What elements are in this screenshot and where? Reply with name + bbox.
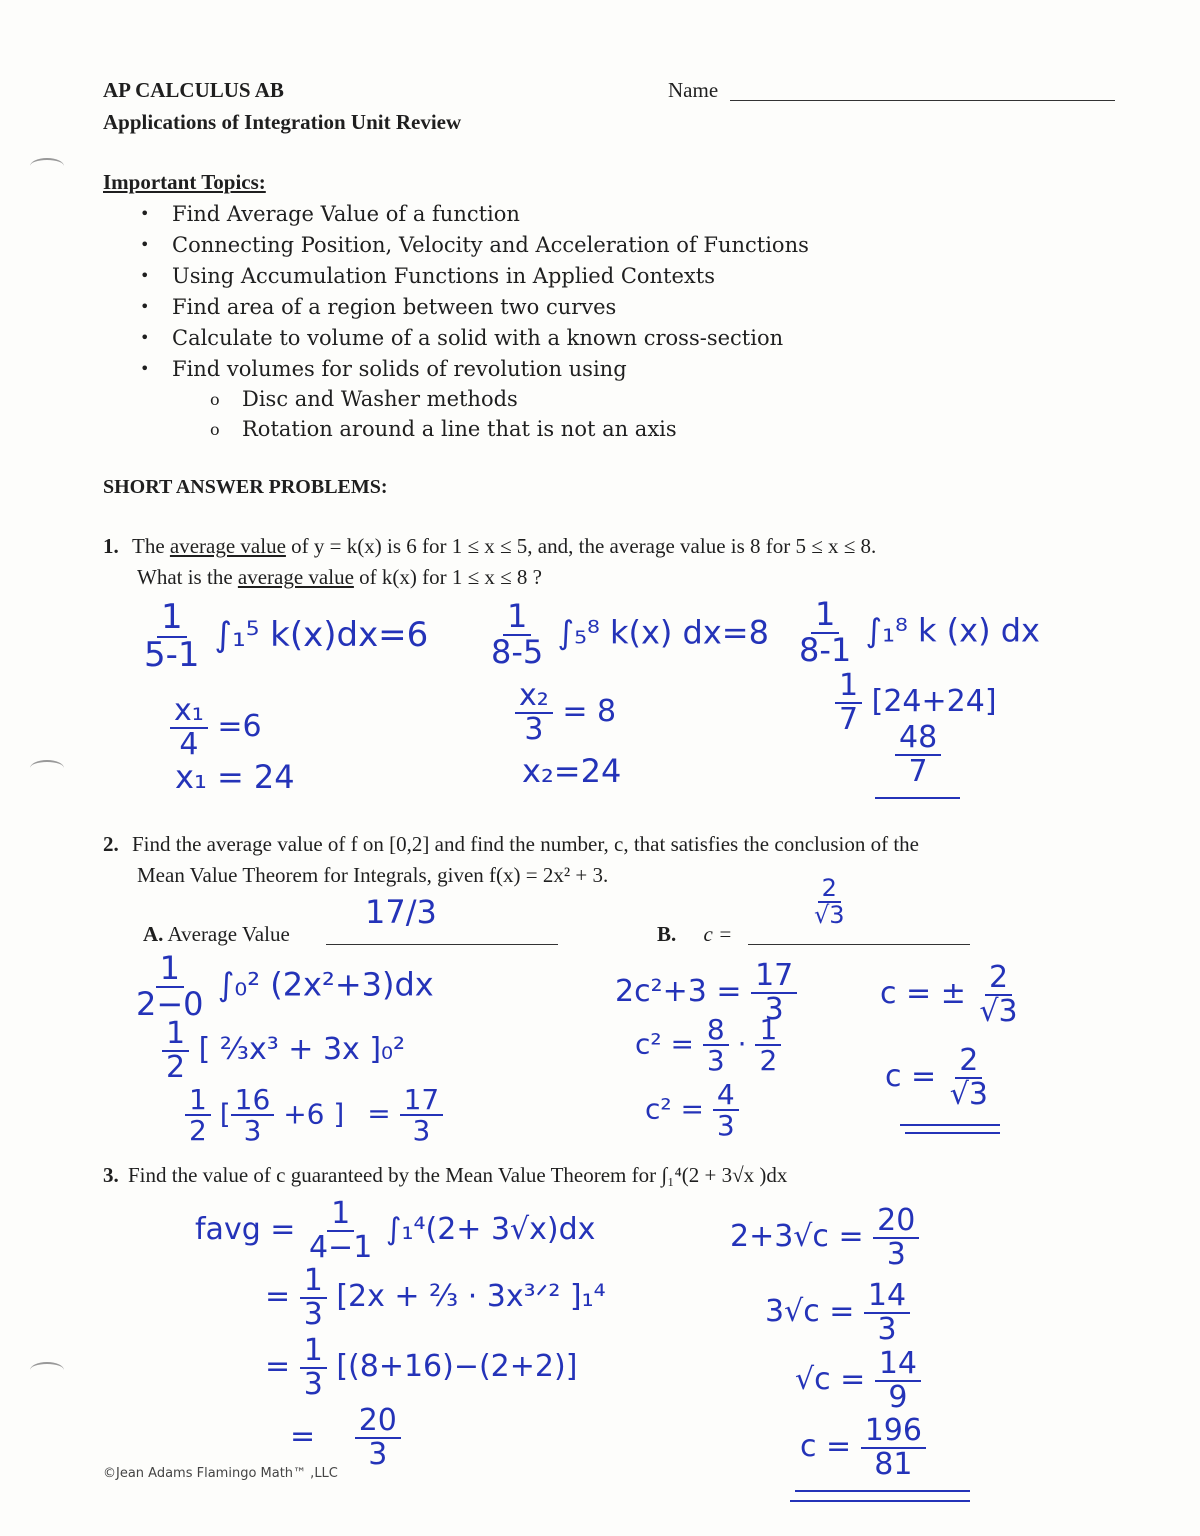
punch-hole-mark	[30, 158, 64, 174]
list-item: • Using Accumulation Functions in Applied Contexts	[140, 263, 715, 288]
hw-p1-col1-line1: $\frac{1}{5-1}$ ∫₁⁵ k(x)dx=6	[144, 597, 429, 675]
course-title: AP CALCULUS AB	[103, 78, 284, 102]
circle-bullet-icon: o	[210, 389, 220, 409]
hw-p1-col3-line2: $\frac{1}{7}$ [24+24]	[835, 670, 997, 735]
hw-p1-col1-line3: x₁ = 24	[175, 758, 295, 796]
topics-list	[140, 198, 809, 444]
punch-hole-mark	[30, 760, 64, 776]
hw-p1-col2-line3: x₂=24	[522, 752, 622, 790]
answer-underline	[875, 797, 960, 799]
hw-p2-b-line1: 2c²+3 = $\frac{17}{3}$	[615, 960, 797, 1025]
hw-p3-right-line3: √c = $\frac{14}{9}$	[795, 1348, 921, 1413]
hw-p1-col3-line1: $\frac{1}{8-1}$ ∫₁⁸ k (x) dx	[799, 595, 1040, 669]
sub-list-item: o Disc and Washer methods	[210, 387, 518, 411]
bullet-icon: •	[140, 235, 150, 254]
problem-number: 2.	[103, 832, 119, 856]
hw-p1-answer: $\frac{48}{7}$	[895, 722, 941, 787]
c-value-field[interactable]	[748, 944, 970, 945]
hw-p2-c-line1: c = ± $\frac{2}{√3}$	[880, 960, 1018, 1029]
unit-subtitle: Applications of Integration Unit Review	[103, 110, 462, 134]
bullet-icon: •	[140, 204, 150, 223]
topics-heading: Important Topics:	[103, 170, 266, 194]
bullet-icon: •	[140, 266, 150, 285]
list-item: • Connecting Position, Velocity and Acceleration of Functions	[140, 232, 809, 257]
list-item: • Find volumes for solids of revolution using	[140, 356, 627, 381]
problem-3: 3. Find the value of c guaranteed by the Mean Value Theorem for ∫₁⁴(2 + 3√x )dx	[103, 1163, 788, 1187]
hw-p2-c-value: $\frac{2}{√3}$	[814, 874, 845, 930]
hw-p2-average-value: 17/3	[365, 893, 437, 931]
average-value-field[interactable]	[326, 944, 558, 945]
list-item: • Calculate to volume of a solid with a known cross-section	[140, 325, 784, 350]
hw-p3-line1: favg = $\frac{1}{4-1}$ ∫₁⁴(2+ 3√x)dx	[195, 1196, 596, 1265]
problem-1-line2: What is the average value of k(x) for 1 ≤ x ≤ 8 ?	[137, 565, 542, 589]
hw-p3-line4: = $\frac{20}{3}$	[290, 1405, 401, 1470]
name-label: Name	[668, 78, 719, 102]
hw-p1-col1-line2: $\frac{\text{x₁}}{4}$ =6	[170, 695, 262, 760]
hw-p2-c-line2: c = $\frac{2}{√3}$	[885, 1043, 988, 1112]
name-field[interactable]	[730, 100, 1115, 101]
section-heading: SHORT ANSWER PROBLEMS:	[103, 476, 388, 498]
hw-p3-line2: = $\frac{1}{3}$ [2x + ⅔ · 3x³ᐟ² ]₁⁴	[265, 1263, 606, 1332]
hw-p2-b-line3: c² = $\frac{4}{3}$	[645, 1080, 739, 1141]
hw-p2-b-line2: c² = $\frac{8}{3}$ · $\frac{1}{2}$	[635, 1015, 781, 1076]
answer-underline	[795, 1490, 970, 1492]
hw-p1-col2-line1: $\frac{1}{8-5}$ ∫₅⁸ k(x) dx=8	[491, 597, 769, 671]
circle-bullet-icon: o	[210, 419, 220, 439]
problem-number: 3.	[103, 1163, 119, 1187]
sub-list-item: o Rotation around a line that is not an axis	[210, 417, 677, 441]
answer-underline	[905, 1132, 1000, 1134]
problem-1: 1. The average value of y = k(x) is 6 for 1 ≤ x ≤ 5, and, the average value is 8 for 5 ≤ x ≤ 8.	[103, 534, 877, 558]
bullet-icon: •	[140, 328, 150, 347]
list-item: • Find area of a region between two curves	[140, 294, 617, 319]
list-item: • Find Average Value of a function	[140, 201, 520, 226]
part-a-label: A. Average Value	[143, 922, 290, 946]
copyright-footer: ©Jean Adams Flamingo Math™ ,LLC	[103, 1466, 338, 1481]
bullet-icon: •	[140, 359, 150, 378]
answer-underline	[900, 1124, 1000, 1126]
bullet-icon: •	[140, 297, 150, 316]
hw-p3-right-line1: 2+3√c = $\frac{20}{3}$	[730, 1205, 919, 1270]
answer-underline	[790, 1500, 970, 1502]
hw-p2-a-line1: $\frac{1}{2-0}$ ∫₀² (2x²+3)dx	[136, 949, 434, 1023]
hw-p3-right-line2: 3√c = $\frac{14}{3}$	[765, 1280, 910, 1345]
part-b-label: B. c =	[657, 922, 733, 946]
hw-p2-a-line3: $\frac{1}{2}$ [ $\frac{16}{3}$ +6 ] = $\frac{17}{3}$	[185, 1085, 443, 1146]
punch-hole-mark	[30, 1362, 64, 1378]
hw-p3-line3: = $\frac{1}{3}$ [(8+16)−(2+2)]	[265, 1333, 578, 1402]
problem-2-line2: Mean Value Theorem for Integrals, given f(x) = 2x² + 3.	[137, 863, 609, 887]
problem-2: 2. Find the average value of f on [0,2] and find the number, c, that satisfies the conclusion of the	[103, 832, 920, 856]
hw-p1-col2-line2: $\frac{\text{x₂}}{3}$ = 8	[515, 680, 616, 745]
hw-p2-a-line2: $\frac{1}{2}$ [ ⅔x³ + 3x ]₀²	[162, 1018, 405, 1083]
problem-number: 1.	[103, 534, 119, 558]
hw-p3-right-line4: c = $\frac{196}{81}$	[800, 1415, 926, 1480]
